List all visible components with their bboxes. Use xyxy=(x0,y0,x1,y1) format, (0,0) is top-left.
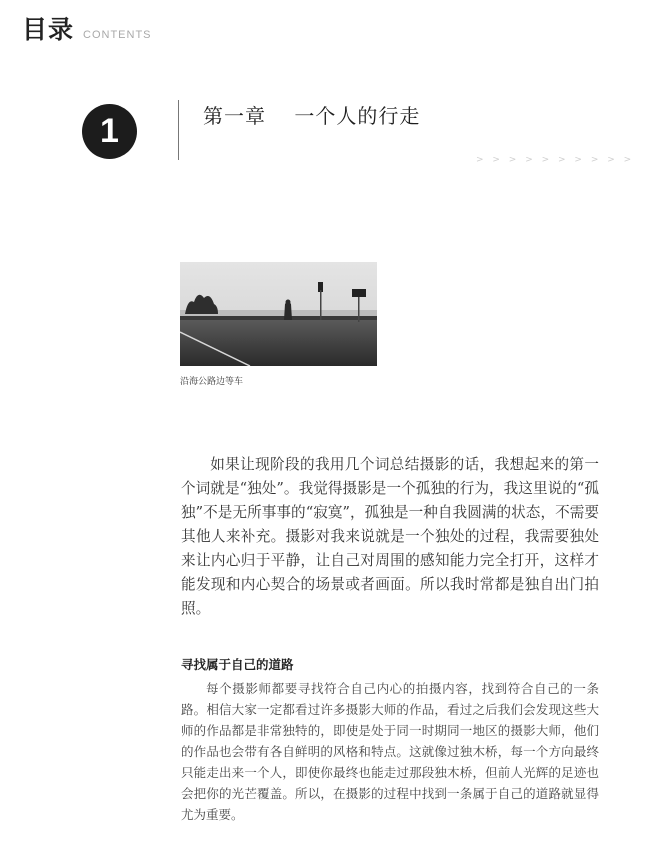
intro-paragraph: 如果让现阶段的我用几个词总结摄影的话，我想起来的第一个词就是“独处”。我觉得摄影是一个孤独的行为，我这里说的“孤独”不是无所事事的“寂寞”，孤独是一种自我圆满的状态，不需要其他人来补充。摄影对我来说就是一个独处的过程，我需要独处来让内心归于平静，让自己对周围的感知能力完全打开，这样才能发现和内心契合的场景或者画面。所以我时常都是独自出门拍照。 xyxy=(181,456,599,617)
roadside-photo-illustration xyxy=(180,262,377,366)
chapter-divider xyxy=(178,100,179,160)
chapter-title: 第一章 一个人的行走 xyxy=(203,104,421,128)
header-subtitle: CONTENTS xyxy=(83,29,152,41)
chapter-number-badge: 1 xyxy=(82,104,137,159)
chapter-arrows-decoration: > > > > > > > > > > xyxy=(476,155,635,165)
section-paragraph: 每个摄影师都要寻找符合自己内心的拍摄内容，找到符合自己的一条路。相信大家一定都看过许多摄影大师的作品，看过之后我们会发现这些大师的作品都是非常独特的，即使是处于同一时期同一地区的摄影大师，他们的作品也会带有各自鲜明的风格和特点。这就像过独木桥，每一个方向最终只能走出来一个人，即使你最终也能走过那段独木桥，但前人光辉的足迹也会把你的光芒覆盖。所以，在摄影的过程中找到一条属于自己的道路就显得尤为重要。 xyxy=(181,681,599,822)
header-title: 目录 xyxy=(22,15,75,44)
roadside-photo xyxy=(180,262,377,366)
page-header xyxy=(22,10,152,46)
photo-caption: 沿海公路边等车 xyxy=(180,377,244,387)
section-title: 寻找属于自己的道路 xyxy=(181,657,294,672)
